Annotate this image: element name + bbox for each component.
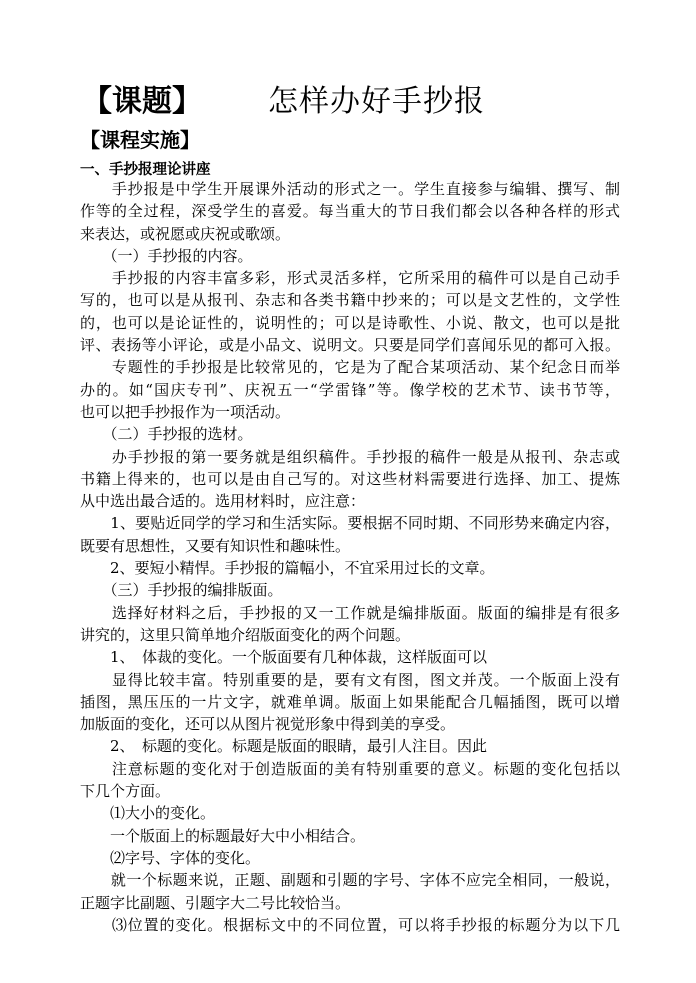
lesson-title (82, 76, 642, 120)
text-line: 正题字比副题、引题字大二号比较恰当。 (80, 893, 351, 912)
text-line: 就一个标题来说，正题、副题和引题的字号、字体不应完全相同，一般说， (80, 871, 620, 890)
text-line: 评、表扬等小评论，或是小品文、说明文。只要是同学们喜闻乐见的都可入报。 (80, 336, 620, 355)
text-line: 办手抄报的第一要务就是组织稿件。手抄报的稿件一般是从报刊、杂志或 (80, 447, 620, 466)
text-line: 一个版面上的标题最好大中小相结合。 (80, 826, 366, 845)
text-line: 也可以把手抄报作为一项活动。 (80, 402, 291, 421)
text-line: 1、 体裁的变化。一个版面要有几种体裁，这样版面可以 (80, 648, 488, 667)
lesson-title-text: 怎样办好手抄报 (268, 84, 485, 119)
text-line: 显得比较丰富。特别重要的是，要有文有图，图文并茂。一个版面上没有 (80, 670, 620, 689)
text-line: 办的。如“国庆专刊”、庆祝五一“学雷锋”等。像学校的艺术节、读书节等， (80, 380, 620, 399)
text-line: 选择好材料之后，手抄报的又一工作就是编排版面。版面的编排是有很多 (80, 603, 620, 622)
text-line: 注意标题的变化对于创造版面的美有特别重要的意义。标题的变化包括以 (80, 759, 620, 778)
text-line: 加版面的变化，还可以从图片视觉形象中得到美的享受。 (80, 715, 456, 734)
text-line: 专题性的手抄报是比较常见的，它是为了配合某项活动、某个纪念日而举 (80, 358, 620, 377)
text-line: 下几个方面。 (80, 782, 171, 801)
text-line: 插图，黑压压的一片文字，就难单调。版面上如果能配合几幅插图，既可以增 (80, 692, 620, 711)
text-line: 既要有思想性，又要有知识性和趣味性。 (80, 536, 351, 555)
body-text (80, 178, 620, 936)
text-line: （二）手抄报的选材。 (80, 425, 253, 444)
text-line: 的，也可以是论证性的，说明性的；可以是诗歌性、小说、散文，也可以是批 (80, 313, 620, 332)
text-line: 从中选出最合适的。选用材料时，应注意： (80, 492, 366, 511)
text-line: 写的，也可以是从报刊、杂志和各类书籍中抄来的；可以是文艺性的，文学性 (80, 291, 620, 310)
text-line: 书籍上得来的，也可以是由自己写的。对这些材料需要进行选择、加工、提炼 (80, 469, 620, 488)
text-line: ⑴大小的变化。 (80, 804, 216, 823)
text-line: 来表达，或祝愿或庆祝或歌颂。 (80, 224, 291, 243)
lesson-title-tag: 【课题】 (82, 84, 202, 119)
text-line: 1、要贴近同学的学习和生活实际。要根据不同时期、不同形势来确定内容， (80, 514, 620, 533)
course-implementation-heading: 【课程实施】 (80, 128, 200, 152)
text-line: ⑵字号、字体的变化。 (80, 848, 261, 867)
text-line: 手抄报的内容丰富多彩，形式灵活多样，它所采用的稿件可以是自己动手 (80, 269, 620, 288)
text-line: 讲究的，这里只简单地介绍版面变化的两个问题。 (80, 625, 411, 644)
text-line: 手抄报是中学生开展课外活动的形式之一。学生直接参与编辑、撰写、制 (80, 180, 620, 198)
text-line: （三）手抄报的编排版面。 (80, 581, 283, 600)
text-line: 2、 标题的变化。标题是版面的眼睛，最引人注目。因此 (80, 737, 488, 756)
text-line: （一）手抄报的内容。 (80, 246, 253, 265)
section-heading: 一、手抄报理论讲座 (80, 161, 211, 178)
text-line: 作等的全过程，深受学生的喜爱。每当重大的节日我们都会以各种各样的形式 (80, 202, 620, 221)
text-line: 2、要短小精悍。手抄报的篇幅小，不宜采用过长的文章。 (80, 559, 495, 578)
text-line: ⑶位置的变化。根据标文中的不同位置，可以将手抄报的标题分为以下几 (80, 915, 620, 934)
